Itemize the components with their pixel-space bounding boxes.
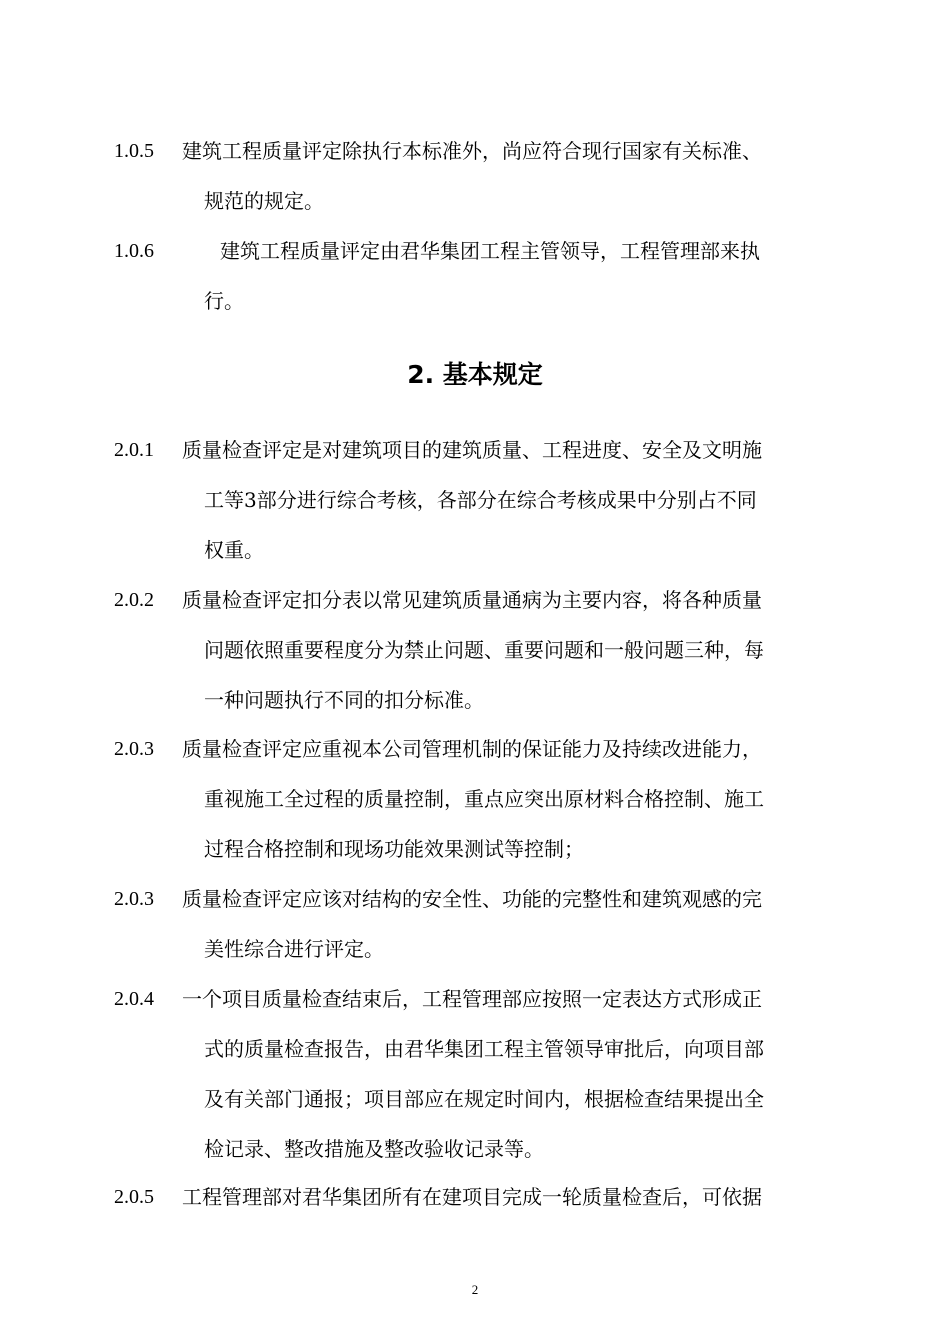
clause-number: 2.0.2	[114, 589, 154, 611]
clause-number: 2.0.3	[114, 888, 154, 910]
clause-number: 2.0.5	[114, 1186, 154, 1208]
clause-line: 过程合格控制和现场功能效果测试等控制；	[204, 837, 584, 861]
clause-line: 建筑工程质量评定由君华集团工程主管领导，工程管理部来执	[220, 239, 760, 263]
clause-number: 2.0.3	[114, 738, 154, 760]
clause-line: 检记录、整改措施及整改验收记录等。	[204, 1137, 544, 1161]
clause-line: 重视施工全过程的质量控制，重点应突出原材料合格控制、施工	[204, 787, 764, 811]
clause-line: 一种问题执行不同的扣分标准。	[204, 688, 484, 712]
clause-line: 质量检查评定应该对结构的安全性、功能的完整性和建筑观感的完	[182, 887, 762, 911]
clause-number: 1.0.6	[114, 240, 154, 262]
clause-line: 建筑工程质量评定除执行本标准外，尚应符合现行国家有关标准、	[182, 139, 762, 163]
clause-line: 工程管理部对君华集团所有在建项目完成一轮质量检查后，可依据	[182, 1185, 762, 1209]
clause-line: 美性综合进行评定。	[204, 937, 384, 961]
clause-line: 权重。	[204, 538, 264, 562]
clause-number: 1.0.5	[114, 140, 154, 162]
clause-line: 式的质量检查报告，由君华集团工程主管领导审批后，向项目部	[204, 1037, 764, 1061]
clause-line: 及有关部门通报；项目部应在规定时间内，根据检查结果提出全	[204, 1087, 764, 1111]
clause-line: 质量检查评定应重视本公司管理机制的保证能力及持续改进能力，	[182, 737, 762, 761]
clause-line: 行。	[204, 289, 244, 313]
page-number: 2	[471, 1282, 479, 1297]
clause-line: 问题依照重要程度分为禁止问题、重要问题和一般问题三种，每	[204, 638, 764, 662]
clause-line: 质量检查评定扣分表以常见建筑质量通病为主要内容，将各种质量	[182, 588, 762, 612]
clause-number: 2.0.4	[114, 988, 154, 1010]
clause-number: 2.0.1	[114, 439, 154, 461]
clause-line: 质量检查评定是对建筑项目的建筑质量、工程进度、安全及文明施	[182, 438, 762, 462]
clause-line: 工等3部分进行综合考核，各部分在综合考核成果中分别占不同	[204, 488, 757, 512]
clause-line: 规范的规定。	[204, 189, 324, 213]
section-heading: 2. 基本规定	[407, 360, 543, 389]
clause-line: 一个项目质量检查结束后，工程管理部应按照一定表达方式形成正	[182, 987, 762, 1011]
